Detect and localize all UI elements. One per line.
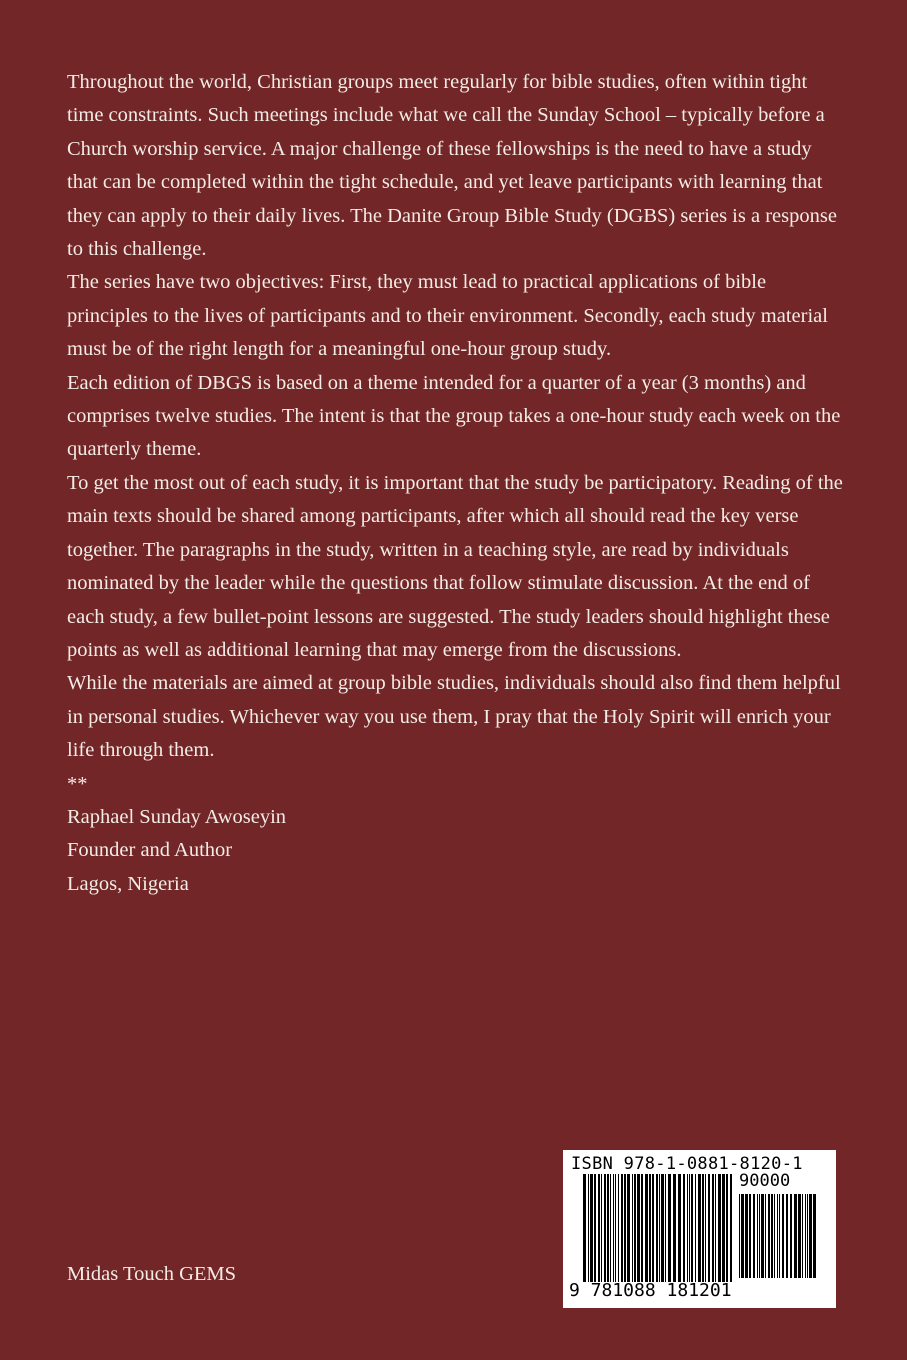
barcode-bar <box>807 1194 808 1278</box>
author-location: Lagos, Nigeria <box>67 872 189 895</box>
barcode-bar <box>749 1194 751 1278</box>
barcode-bar <box>765 1194 766 1278</box>
barcode-bar <box>689 1174 690 1282</box>
barcode-bar <box>649 1174 651 1282</box>
barcode-bar <box>583 1174 586 1282</box>
barcode-bar <box>678 1174 681 1282</box>
barcode-bar <box>761 1194 764 1278</box>
barcode-bar <box>712 1174 714 1282</box>
barcode-bar <box>634 1174 636 1282</box>
barcode-bar <box>722 1174 725 1282</box>
barcode-bar <box>805 1194 806 1278</box>
separator: ** <box>67 772 88 795</box>
barcode-bar <box>759 1194 760 1278</box>
barcode-bar <box>715 1174 716 1282</box>
barcode-bar <box>718 1174 721 1282</box>
barcode-bar <box>702 1174 704 1282</box>
barcode-bar <box>637 1174 640 1282</box>
barcode-bar <box>607 1174 609 1282</box>
paragraph-edition: Each edition of DBGS is based on a theme intended for a quarter of a year (3 months) and comprises twelve studies. The intent is that the group takes a one-hour study each week on the quarterly theme. <box>67 371 841 461</box>
addon-barcode-bars <box>739 1194 819 1278</box>
barcode-bar <box>757 1194 758 1278</box>
barcode-bar <box>705 1174 706 1282</box>
paragraph-intro: Throughout the world, Christian groups meet regularly for bible studies, often within tight time constraints. Such meetings include what we call the Sunday School – typically before a Church worship service. A major challenge of these fellowships is the need to have a study that can be completed within the tight schedule, and yet leave participants with learning that they can apply to their daily lives. The Danite Group Bible Study (DGBS) series is a response to this challenge. <box>67 71 837 261</box>
author-name: Raphael Sunday Awoseyin <box>67 805 287 828</box>
paragraph-closing: While the materials are aimed at group bible studies, individuals should also find them helpful in personal studies. Whichever way you use them, I pray that the Holy Spirit will enrich your life through them. <box>67 672 841 762</box>
barcode-bar <box>641 1174 643 1282</box>
barcode-bar <box>624 1174 626 1282</box>
barcode-bar <box>794 1194 797 1278</box>
barcode-bar <box>745 1194 748 1278</box>
isbn-barcode <box>563 1150 836 1308</box>
isbn-label: ISBN 978-1-0881-8120-1 <box>571 1154 803 1174</box>
barcode-bars <box>583 1174 733 1282</box>
barcode-bar <box>610 1174 611 1282</box>
barcode-bar <box>665 1174 666 1282</box>
publisher-name: Midas Touch GEMS <box>67 1263 237 1285</box>
barcode-bar <box>741 1194 744 1278</box>
barcode-bar <box>645 1174 648 1282</box>
barcode-bar <box>802 1194 803 1278</box>
barcode-bar <box>594 1174 596 1282</box>
paragraph-objectives: The series have two objectives: First, they must lead to practical applications of bible principles to the lives of participants and to their environment. Secondly, each study material must be of the right length for a meaningful one-hour group study. <box>67 271 828 361</box>
barcode-bar <box>691 1174 693 1282</box>
barcode-bar <box>708 1174 710 1282</box>
barcode-bar <box>683 1174 685 1282</box>
barcode-bar <box>618 1174 619 1282</box>
barcode-bar <box>786 1194 788 1278</box>
barcode-bar <box>698 1174 701 1282</box>
barcode-bar <box>621 1174 623 1282</box>
barcode-bar <box>656 1174 658 1282</box>
barcode-bar <box>774 1194 775 1278</box>
addon-digits: 90000 <box>739 1171 791 1191</box>
barcode-bar <box>777 1194 778 1278</box>
barcode-bar <box>604 1174 606 1282</box>
barcode-bar <box>730 1174 732 1282</box>
barcode-bar <box>668 1174 671 1282</box>
barcode-bar <box>627 1174 630 1282</box>
barcode-bar <box>790 1194 792 1278</box>
barcode-bar <box>652 1174 654 1282</box>
barcode-bar <box>695 1174 696 1282</box>
barcode-bar <box>753 1194 755 1278</box>
barcode-bar <box>779 1194 780 1278</box>
signature-block <box>67 768 847 902</box>
barcode-bar <box>659 1174 660 1282</box>
barcode-bar <box>673 1174 676 1282</box>
barcode-bar <box>615 1174 616 1282</box>
barcode-bar <box>782 1194 784 1278</box>
barcode-bar <box>601 1174 602 1282</box>
barcode-bar <box>687 1174 688 1282</box>
barcode-bar <box>661 1174 664 1282</box>
barcode-bar <box>809 1194 812 1278</box>
barcode-bar <box>771 1194 773 1278</box>
barcode-bar <box>590 1174 593 1282</box>
barcode-bar <box>726 1174 728 1282</box>
barcode-bar <box>613 1174 614 1282</box>
barcode-bar <box>598 1174 600 1282</box>
barcode-bar <box>813 1194 816 1278</box>
barcode-bar <box>739 1194 740 1278</box>
author-role: Founder and Author <box>67 839 233 862</box>
barcode-bar <box>632 1174 633 1282</box>
ean-digits: 9 781088 181201 <box>569 1280 732 1301</box>
back-cover-text <box>67 66 847 901</box>
paragraph-participation: To get the most out of each study, it is important that the study be participatory. Reading of the main texts should be shared among participants, after which all should read the key verse together. The paragraphs in the study, written in a teaching style, are read by individuals nominated by the leader while the questions that follow stimulate discussion. At the end of each study, a few bullet-point lessons are suggested. The study leaders should highlight these points as well as additional learning that may emerge from the discussions. <box>67 471 843 661</box>
barcode-bar <box>768 1194 770 1278</box>
barcode-bar <box>588 1174 589 1282</box>
barcode-bar <box>798 1194 801 1278</box>
